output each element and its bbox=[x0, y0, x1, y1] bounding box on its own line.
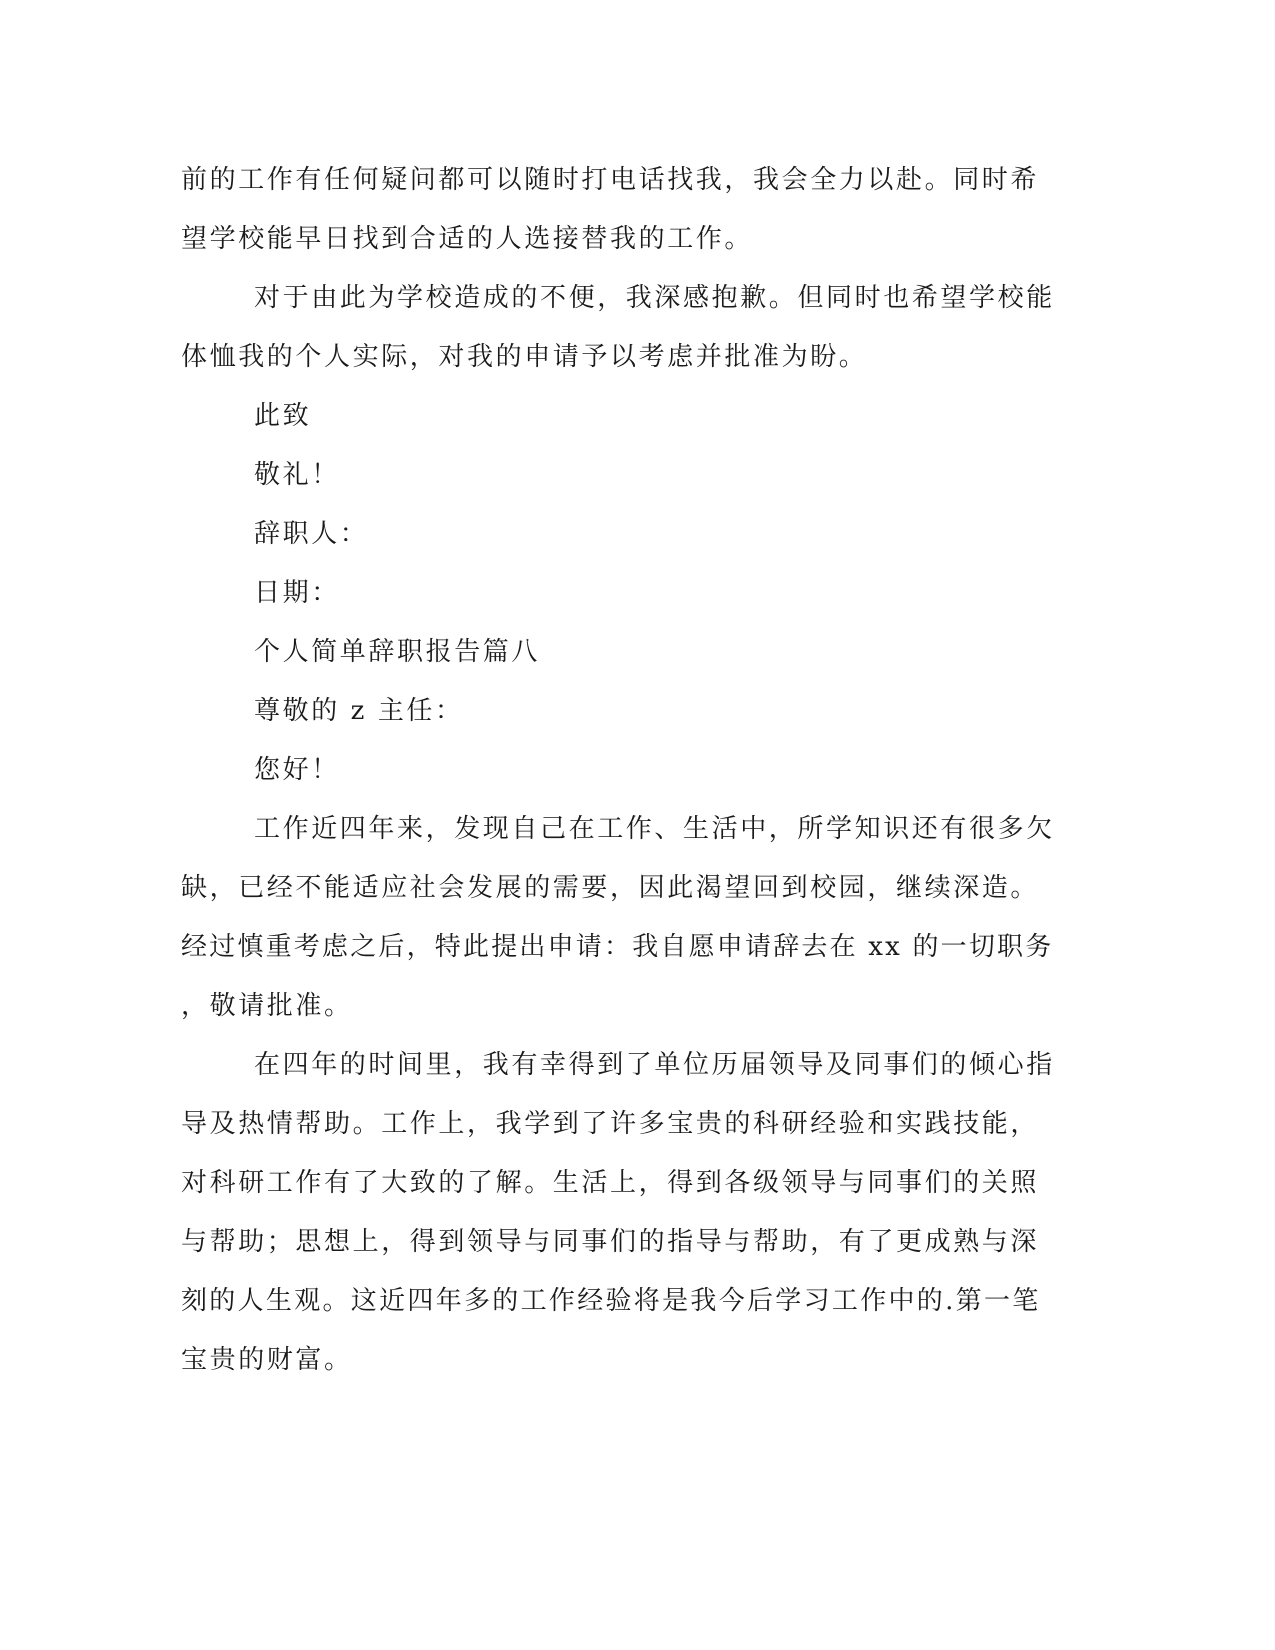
paragraph-line: 刻的人生观。这近四年多的工作经验将是我今后学习工作中的.第一笔 bbox=[181, 1286, 1041, 1316]
greeting-line: 您好！ bbox=[254, 755, 340, 785]
paragraph-line: 宝贵的财富。 bbox=[181, 1345, 353, 1375]
greeting-line: 尊敬的 z 主任： bbox=[254, 696, 464, 726]
paragraph-line: 缺，已经不能适应社会发展的需要，因此渴望回到校园，继续深造。 bbox=[181, 873, 1040, 903]
paragraph-line: 与帮助；思想上，得到领导与同事们的指导与帮助，有了更成熟与深 bbox=[181, 1227, 1040, 1257]
paragraph-line: 导及热情帮助。工作上，我学到了许多宝贵的科研经验和实践技能， bbox=[181, 1109, 1040, 1139]
paragraph-line: 望学校能早日找到合适的人选接替我的工作。 bbox=[181, 224, 754, 254]
paragraph-line: 前的工作有任何疑问都可以随时打电话找我，我会全力以赴。同时希 bbox=[181, 165, 1040, 195]
date-field: 日期： bbox=[254, 578, 340, 608]
paragraph-line: 体恤我的个人实际，对我的申请予以考虑并批准为盼。 bbox=[181, 342, 868, 372]
paragraph-line: ，敬请批准。 bbox=[181, 991, 353, 1021]
signature-field: 辞职人： bbox=[254, 519, 369, 549]
paragraph-line: 在四年的时间里，我有幸得到了单位历届领导及同事们的倾心指 bbox=[254, 1050, 1055, 1080]
paragraph-line: 工作近四年来，发现自己在工作、生活中，所学知识还有很多欠 bbox=[254, 814, 1055, 844]
closing-line: 此致 bbox=[254, 401, 312, 431]
paragraph-line: 对科研工作有了大致的了解。生活上，得到各级领导与同事们的关照 bbox=[181, 1168, 1040, 1198]
salutation-line: 敬礼！ bbox=[254, 460, 340, 490]
paragraph-line: 经过慎重考虑之后，特此提出申请：我自愿申请辞去在 xx 的一切职务 bbox=[181, 932, 1054, 962]
paragraph-line: 对于由此为学校造成的不便，我深感抱歉。但同时也希望学校能 bbox=[254, 283, 1055, 313]
section-title: 个人简单辞职报告篇八 bbox=[254, 637, 541, 667]
